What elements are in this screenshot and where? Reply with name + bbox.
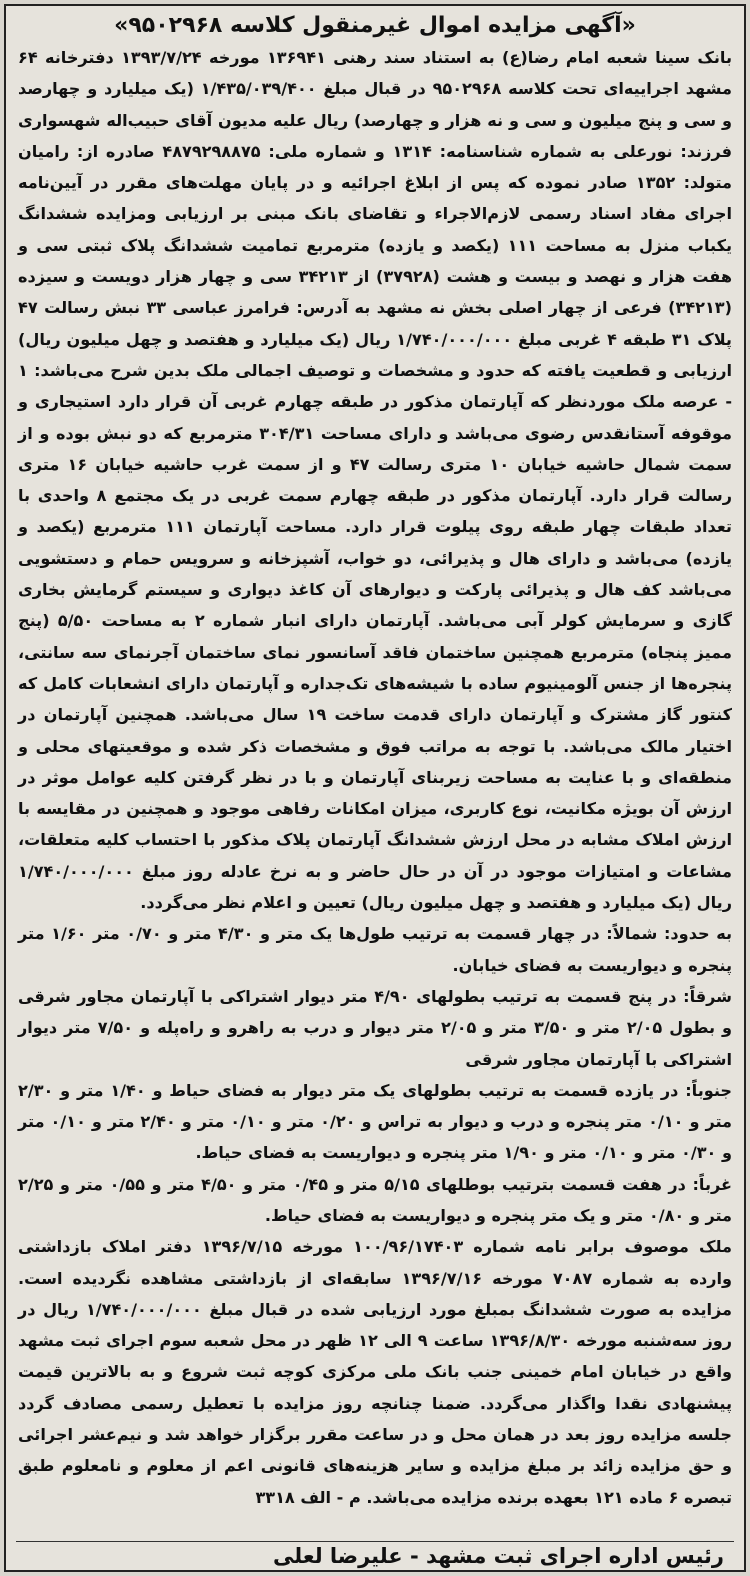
notice-closing: ملک موصوف برابر نامه شماره ۱۰۰/۹۶/۱۷۴۰۳ مورخه ۱۳۹۶/۷/۱۵ دفتر املاک بازداشتی وارده به شماره ۷۰۸۷ مورخه ۱۳۹۶/۷/۱۶ سابقه‌ای از بازداشتی مشاهده نگردیده است. مزایده به صورت ششدانگ بمبلغ مورد ارزیابی شده در قبال مبلغ ۱/۷۴۰/۰۰۰/۰۰۰ ریال در روز سه‌شنبه مورخه ۱۳۹۶/۸/۳۰ ساعت ۹ الی ۱۲ ظهر در محل شعبه سوم اجرای ثبت مشهد واقع در خیابان امام خمینی جنب بانک ملی مرکزی کوچه ثبت شروع و به بالاترین قیمت پیشنهادی نقدا واگذار می‌گردد. ضمنا چنانچه روز مزایده با تعطیل رسمی مصادف گردد جلسه مزایده روز بعد در همان محل و در ساعت مقرر برگزار خواهد شد و نیم‌عشر اجرائی و حق مزایده زائد بر مبلغ مزایده و سایر هزینه‌های قانونی اعم از معلوم و نامعلوم طبق تبصره ۶ ماده ۱۲۱ بعهده برنده مزایده می‌باشد. م - الف ۳۳۱۸ (18, 1237, 733, 1507)
bounds-east: شرقاً: در پنج قسمت به ترتیب بطولهای ۴/۹۰ متر دیوار اشتراکی با آپارتمان مجاور شرقی و بطول ۲/۰۵ متر و ۳/۵۰ متر و ۲/۰۵ متر دیوار و درب به راهرو و راه‌پله و ۷/۵۰ متر دیوار اشتراکی با آپارتمان مجاور شرقی (18, 986, 733, 1069)
bounds-north: به حدود: شمالاً: در چهار قسمت به ترتیب طول‌ها یک متر و ۴/۳۰ متر و ۰/۷۰ متر ۱/۶۰ متر پنجره و دیواریست به فضای خیابان. (18, 924, 732, 975)
bounds-west: غرباً: در هفت قسمت بترتیب بوطلهای ۵/۱۵ متر و ۰/۴۵ متر و ۴/۵۰ متر و ۰/۵۵ متر و ۲/۲۵ متر و ۰/۸۰ متر و یک متر پنجره و دیواریست به فضای حیاط. (18, 1174, 733, 1225)
notice-title: «آگهی مزایده اموال غیرمنقول کلاسه ۹۵۰۲۹۶۸» (114, 13, 636, 38)
bounds-south: جنوباً: در یازده قسمت به ترتیب بطولهای یک متر دیوار به فضای حیاط و ۱/۴۰ متر و ۲/۳۰ متر و ۰/۱۰ متر پنجره و درب و دیوار به تراس و ۰/۲۰ متر و ۰/۱۰ متر و ۲/۴۰ متر و ۰/۱۰ متر و ۰/۳۰ متر و ۰/۱۰ متر و ۱/۹۰ متر پنجره و دیواریست به فضای حیاط. (18, 1080, 733, 1163)
notice-body: بانک سینا شعبه امام رضا(ع) به استناد سند رهنی ۱۳۶۹۴۱ مورخه ۱۳۹۳/۷/۲۴ دفترخانه ۶۴ مشهد اجراییه‌ای تحت کلاسه ۹۵۰۲۹۶۸ در قبال مبلغ ۱/۴۳۵/۰۳۹/۴۰۰ (یک میلیارد و چهارصد و سی و پنج میلیون و سی و نه هزار و چهارصد) ریال علیه مدیون آقای حبیب‌اله شهسواری فرزند: نورعلی به شماره شناسنامه: ۱۳۱۴ و شماره ملی: ۴۸۷۹۲۹۸۸۷۵ صادره از: رامیان متولد: ۱۳۵۲ صادر نموده که پس از ابلاغ اجرائیه و در پایان مهلت‌های مقرر در آیین‌نامه اجرای مفاد اسناد رسمی لازم‌الاجراء و تقاضای بانک مبنی بر ارزیابی ومزایده ششدانگ یکباب منزل به مساحت ۱۱۱ (یکصد و یازده) مترمربع تمامیت ششدانگ پلاک ثبتی سی و هفت هزار و نهصد و بیست و هشت (۳۷۹۲۸) از ۳۴۲۱۳ سی و چهار هزار دویست و سیزده (۳۴۲۱۳) فرعی از چهار اصلی بخش نه مشهد به آدرس: فرامرز عباسی ۳۳ نبش رسالت ۴۷ پلاک ۳۱ طبقه ۴ غربی مبلغ ۱/۷۴۰/۰۰۰/۰۰۰ ریال (یک میلیارد و هفتصد و چهل میلیون ریال) ارزیابی و قطعیت یافته که حدود و مشخصات و توصیف اجمالی ملک بدین شرح می‌باشد: ۱ - عرصه ملک موردنظر که آپارتمان مذکور در طبقه چهارم غربی آن قرار دارد استیجاری و موقوفه آستانقدس رضوی می‌باشد و دارای مساحت ۳۰۴/۳۱ مترمربع که دو نبش بوده و از سمت شمال حاشیه خیابان ۱۰ متری رسالت ۴۷ و از سمت غرب حاشیه خیابان ۱۶ متری رسالت قرار دارد. آپارتمان مذکور در طبقه چهارم سمت غربی در یک مجتمع ۸ واحدی با تعداد طبقات چهار طبقه روی پیلوت قرار دارد. مساحت آپارتمان ۱۱۱ مترمربع (یکصد و یازده) می‌باشد و دارای هال و پذیرائی، دو خواب، آشپزخانه و سرویس حمام و دستشویی می‌باشد کف هال و پذیرائی پارکت و دیوارهای آن کاغذ دیواری و سیستم گرمایش بخاری گازی و سرمایش کولر آبی می‌باشد. آپارتمان دارای انبار شماره ۲ به مساحت ۵/۵۰ (پنج ممیز پنجاه) مترمربع همچنین ساختمان فاقد آسانسور نمای ساختمان آجرنمای سه سانتی، پنجره‌ها از جنس آلومینیوم ساده با شیشه‌های تک‌جداره و آپارتمان دارای انشعابات کامل که کنتور گاز مشترک و آپارتمان دارای قدمت ساخت ۱۹ سال می‌باشد. همچنین آپارتمان در اختیار مالک می‌باشد. با توجه به مراتب فوق و مشخصات ذکر شده و موقعیتهای محلی و منطقه‌ای و با عنایت به مساحت زیربنای آپارتمان و با در نظر گرفتن کلیه عوامل موثر در ارزش آن بویژه مکانیت، نوع کاربری، میزان امکانات رفاهی موجود و همچنین در مقایسه با ارزش املاک مشابه در محل ارزش ششدانگ آپارتمان پلاک مذکور با احتساب کلیه متعلقات، مشاعات و امتیازات موجود در آن در حال حاضر و به نرخ عادله روز مبلغ ۱/۷۴۰/۰۰۰/۰۰۰ ریال (یک میلیارد و هفتصد و چهل میلیون ریال) تعیین و اعلام نظر می‌گردد. (18, 48, 733, 913)
auction-notice (4, 4, 746, 1572)
signature: رئیس اداره اجرای ثبت مشهد - علیرضا لعلی (273, 1544, 724, 1568)
